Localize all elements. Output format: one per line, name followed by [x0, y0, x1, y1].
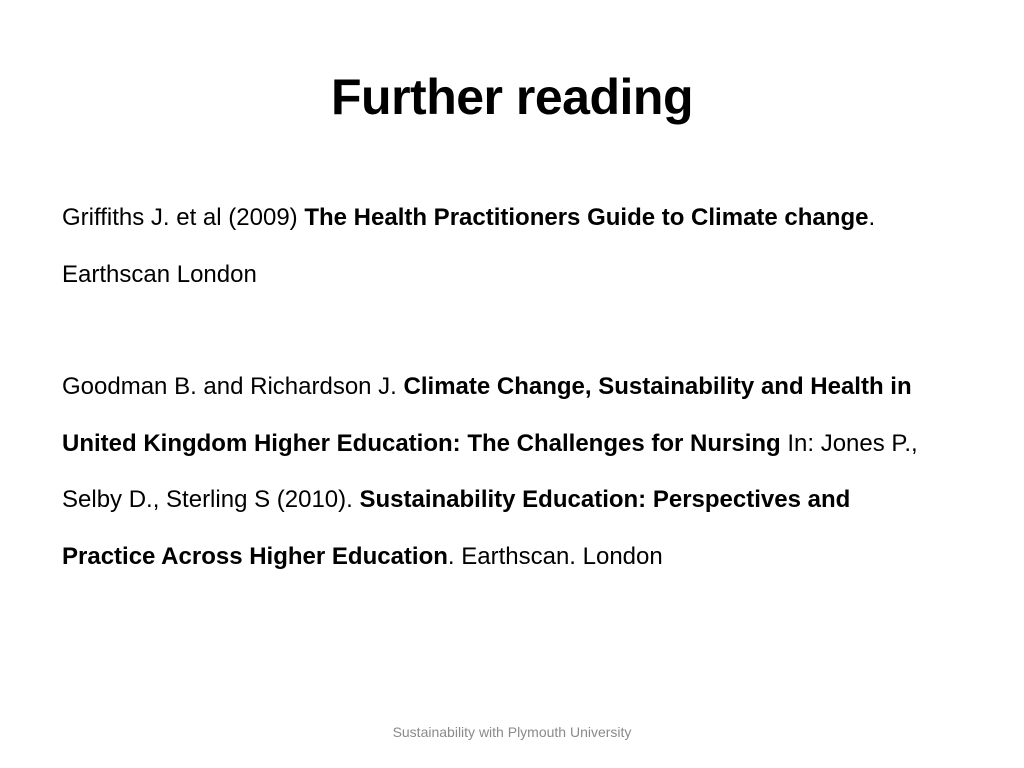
- slide-title: Further reading: [331, 69, 693, 125]
- reference-griffiths-book-title: The Health Practitioners Guide to Climate change: [304, 204, 869, 231]
- reference-griffiths: [62, 190, 942, 303]
- reference-goodman-publisher: . Earthscan. London: [447, 542, 663, 570]
- reference-griffiths-authors: Griffiths J. et al (2009): [62, 204, 305, 231]
- reference-list: [62, 190, 942, 585]
- reference-goodman-editors: In: Jones P., Selby D., Sterling S (2010).: [62, 429, 918, 513]
- reference-goodman-authors: Goodman B. and Richardson J.: [62, 373, 404, 400]
- reference-goodman-book-title: Sustainability Education: Perspectives and Practice Across Higher Education: [62, 486, 851, 570]
- reference-griffiths-publisher: . Earthscan London: [62, 204, 876, 288]
- slide-footer: Sustainability with Plymouth University: [392, 724, 632, 740]
- reference-goodman: [62, 359, 942, 585]
- reference-goodman-chapter-title: Climate Change, Sustainability and Health in United Kingdom Higher Education: The Challenges for Nursing: [62, 373, 912, 457]
